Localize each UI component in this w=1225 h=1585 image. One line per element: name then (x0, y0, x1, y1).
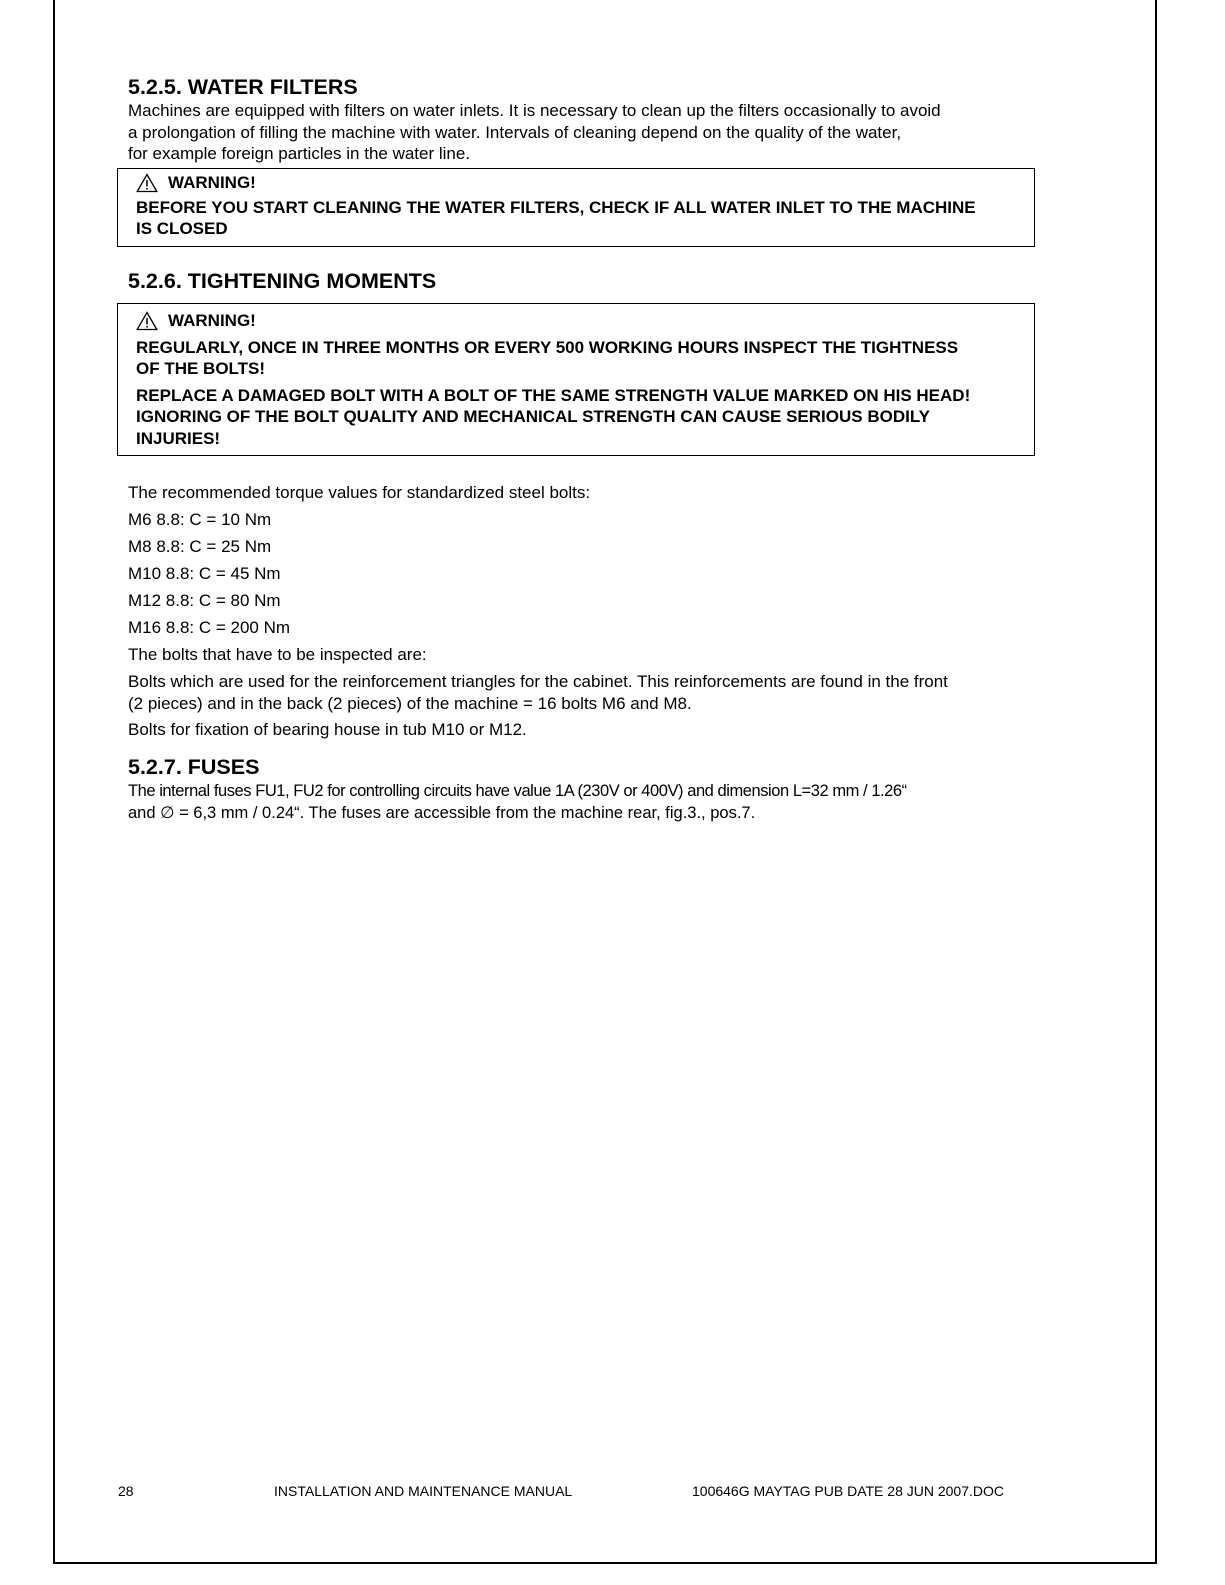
footer-manual-title: INSTALLATION AND MAINTENANCE MANUAL (274, 1483, 573, 1499)
warning-line: IGNORING OF THE BOLT QUALITY AND MECHANICAL STRENGTH CAN CAUSE SERIOUS BODILY (136, 407, 930, 426)
warning-line: REPLACE A DAMAGED BOLT WITH A BOLT OF THE SAME STRENGTH VALUE MARKED ON HIS HEAD! (136, 385, 971, 405)
warning-header (136, 172, 1016, 194)
warning-triangle-icon (136, 311, 158, 331)
warning-triangle-icon (136, 173, 158, 193)
page-content (128, 74, 1038, 824)
fuses-line-1: The internal fuses FU1, FU2 for controlling circuits have value 1A (230V or 400V) and dimension L=32 mm / 1.26“ (128, 781, 907, 800)
warning-box-tightening (117, 303, 1035, 457)
warning-paragraph-inspect (136, 337, 1016, 380)
warning-box-water-filters (117, 168, 1035, 247)
inspect-line-1: Bolts which are used for the reinforcement triangles for the cabinet. This reinforcements are found in the front (128, 672, 948, 691)
warning-line: BEFORE YOU START CLEANING THE WATER FILTERS, CHECK IF ALL WATER INLET TO THE MACHINE (136, 197, 976, 217)
section-heading-tightening-moments: 5.2.6. TIGHTENING MOMENTS (128, 268, 437, 293)
warning-text (136, 197, 1016, 240)
warning-paragraph-replace (136, 385, 1016, 450)
torque-value-m8: M8 8.8: C = 25 Nm (128, 537, 272, 556)
warning-header (136, 310, 1016, 332)
water-filters-line-2: a prolongation of filling the machine with water. Intervals of cleaning depend on the quality of the water, (128, 122, 902, 142)
torque-value-m10: M10 8.8: C = 45 Nm (128, 564, 281, 583)
water-filters-line-1: Machines are equipped with filters on water inlets. It is necessary to clean up the filters occasionally to avoid (128, 101, 941, 120)
warning-title: WARNING! (168, 310, 256, 330)
torque-value-m6: M6 8.8: C = 10 Nm (128, 510, 272, 529)
inspect-line-2: (2 pieces) and in the back (2 pieces) of the machine = 16 bolts M6 and M8. (128, 693, 692, 713)
warning-line: INJURIES! (136, 428, 221, 448)
torque-intro: The recommended torque values for standardized steel bolts: (128, 483, 591, 502)
warning-line: OF THE BOLTS! (136, 359, 266, 378)
section-heading-fuses: 5.2.7. FUSES (128, 754, 260, 779)
water-filters-line-3: for example foreign particles in the water line. (128, 144, 471, 163)
footer-page-number: 28 (118, 1483, 134, 1499)
torque-value-m16: M16 8.8: C = 200 Nm (128, 618, 291, 637)
warning-line: IS CLOSED (136, 219, 228, 238)
section-heading-water-filters: 5.2.5. WATER FILTERS (128, 75, 358, 99)
footer-doc-reference: 100646G MAYTAG PUB DATE 28 JUN 2007.DOC (692, 1483, 1005, 1499)
inspect-intro: The bolts that have to be inspected are: (128, 645, 427, 664)
warning-line: REGULARLY, ONCE IN THREE MONTHS OR EVERY 500 WORKING HOURS INSPECT THE TIGHTNESS (136, 337, 959, 357)
fuses-line-2: and ∅ = 6,3 mm / 0.24“. The fuses are accessible from the machine rear, fig.3., pos.7. (128, 803, 756, 822)
bearing-line: Bolts for fixation of bearing house in tub M10 or M12. (128, 720, 527, 739)
warning-title: WARNING! (168, 172, 256, 192)
torque-value-m12: M12 8.8: C = 80 Nm (128, 591, 281, 610)
